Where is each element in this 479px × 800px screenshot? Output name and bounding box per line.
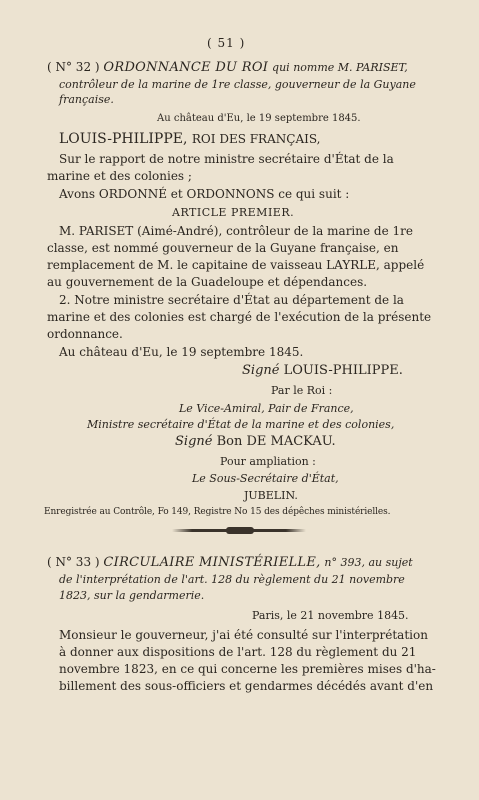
circular-number: ( N° 33 ) — [47, 555, 100, 569]
article-line: au gouvernement de la Guadeloupe et dépendances. — [47, 275, 368, 289]
signature-king — [242, 363, 403, 378]
circular-title: CIRCULAIRE MINISTÉRIELLE, — [103, 555, 321, 570]
circular-body-line: Monsieur le gouverneur, j'ai été consulté sur l'interprétation — [59, 628, 428, 642]
circular-title-rest: n° 393, au sujet — [324, 556, 413, 569]
ordinance-number: ( N° 32 ) — [47, 60, 100, 74]
ordinance-subtitle-line: contrôleur de la marine de 1re classe, gouverneur de la Guyane — [59, 78, 416, 91]
article-heading: ARTICLE PREMIER. — [172, 206, 295, 219]
signature-minister — [175, 434, 336, 449]
par-le-roi: Par le Roi : — [271, 384, 333, 397]
king-name: LOUIS-PHILIPPE, — [59, 131, 188, 147]
signed-label: Signé — [175, 434, 213, 449]
closing-date: Au château d'Eu, le 19 septembre 1845. — [59, 345, 304, 359]
paragraph-line: Avons ORDONNÉ et ORDONNONS ce qui suit : — [59, 187, 350, 201]
page-number: ( 51 ) — [207, 36, 246, 50]
article-line: classe, est nommé gouverneur de la Guyane française, en — [47, 241, 399, 255]
signed-name: Bon DE MACKAU. — [216, 434, 336, 449]
article-line: remplacement de M. le capitaine de vaisseau LAYRLE, appelé — [47, 258, 425, 272]
article-line: marine et des colonies est chargé de l'exécution de la présente — [47, 310, 432, 324]
paragraph-line: Sur le rapport de notre ministre secrétaire d'État de la — [59, 152, 394, 166]
signed-label: Signé — [242, 363, 280, 378]
ordinance-subtitle-line: française. — [59, 93, 114, 106]
circular-subtitle-line: 1823, sur la gendarmerie. — [59, 589, 205, 602]
article-line: M. PARISET (Aimé-André), contrôleur de la marine de 1re — [59, 224, 413, 238]
paragraph-line: marine et des colonies ; — [47, 169, 192, 183]
circular-body-line: à donner aux dispositions de l'art. 128 du règlement du 21 — [59, 645, 417, 659]
ordinance-header — [47, 60, 408, 75]
ordinance-place-date: Au château d'Eu, le 19 septembre 1845. — [157, 113, 361, 124]
minister-title-line: Ministre secrétaire d'État de la marine et des colonies, — [87, 418, 395, 431]
article-line: 2. Notre ministre secrétaire d'État au département de la — [59, 293, 404, 307]
article-line: ordonnance. — [47, 327, 123, 341]
circular-body-line: billement des sous-officiers et gendarmes décédés avant d'en — [59, 679, 434, 693]
circular-body-line: novembre 1823, en ce qui concerne les premières mises d'ha- — [59, 662, 436, 676]
registration-note: Enregistrée au Contrôle, Fo 149, Registre No 15 des dépêches ministérielles. — [44, 507, 391, 517]
king-heading — [59, 131, 320, 147]
ampliation: Pour ampliation : — [220, 455, 316, 468]
sous-secretaire: Le Sous-Secrétaire d'État, — [192, 472, 339, 485]
jubelin: JUBELIN. — [244, 489, 298, 502]
circular-place-date: Paris, le 21 novembre 1845. — [252, 609, 409, 622]
section-divider-ornament — [226, 527, 254, 534]
circular-header — [47, 555, 413, 570]
ordinance-title-rest: qui nomme M. PARISET, — [272, 61, 408, 74]
king-title: ROI DES FRANÇAIS, — [191, 132, 321, 146]
signed-name: LOUIS-PHILIPPE. — [283, 363, 403, 378]
circular-subtitle-line: de l'interprétation de l'art. 128 du règlement du 21 novembre — [59, 573, 405, 586]
ordinance-title: ORDONNANCE DU ROI — [103, 60, 269, 75]
minister-title-line: Le Vice-Amiral, Pair de France, — [179, 402, 354, 415]
